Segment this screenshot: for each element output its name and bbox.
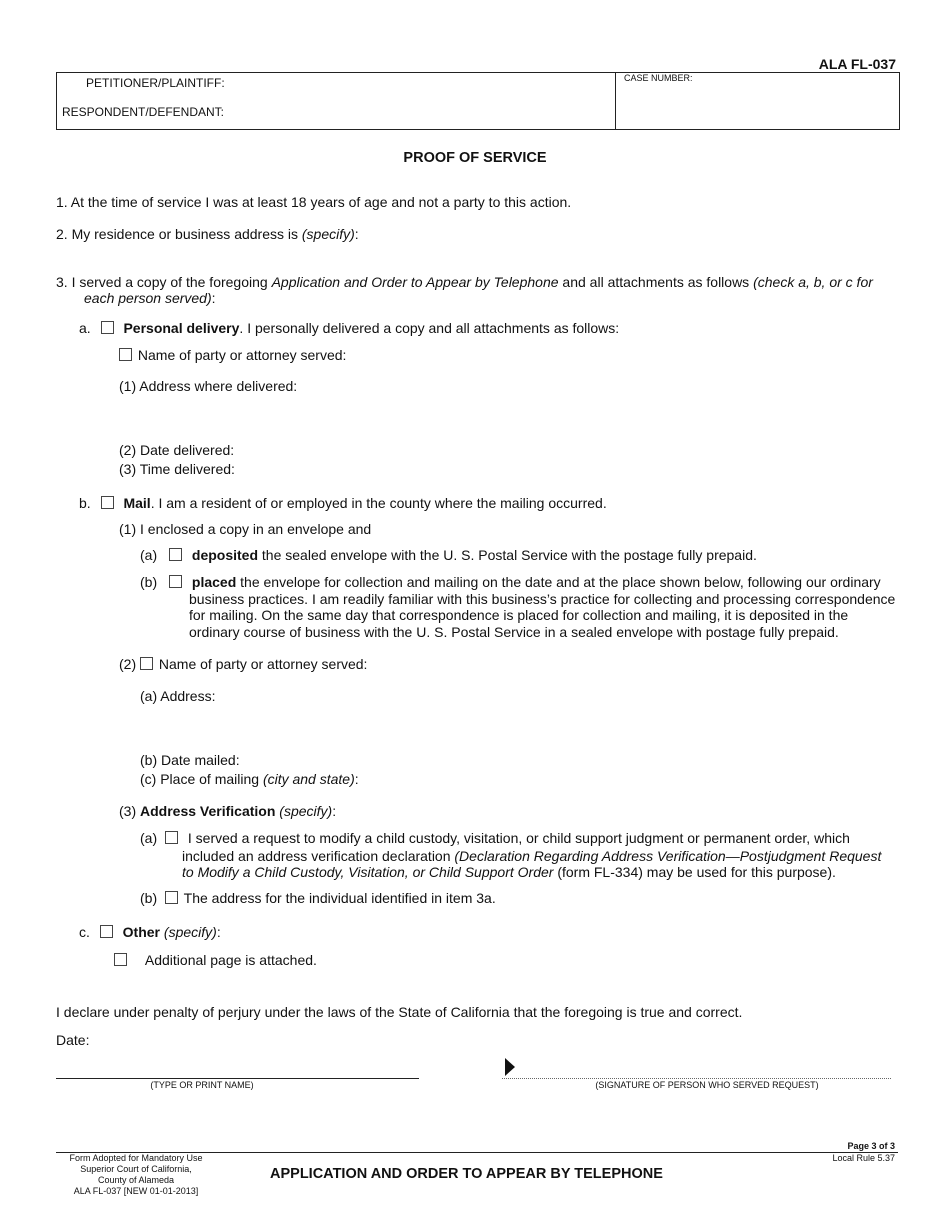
placed-checkbox[interactable] — [169, 575, 182, 588]
respondent-label: RESPONDENT/DEFENDANT: — [62, 105, 225, 119]
b-date-mailed: (b) Date mailed: — [140, 752, 240, 768]
section-a-heading: a. Personal delivery. I personally delivered a copy and all attachments as follows: — [79, 320, 620, 336]
a-time: (3) Time delivered: — [119, 461, 235, 477]
b-placed-line4: ordinary course of business with the U. S. Postal Service in a sealed envelope with postage fully prepaid. — [189, 624, 839, 640]
signature-arrow-icon — [504, 1058, 516, 1076]
adopted-line-1: Form Adopted for Mandatory Use — [69, 1153, 203, 1163]
b-deposited-row: (a) deposited the sealed envelope with the U. S. Postal Service with the postage fully prepaid. — [140, 547, 757, 563]
av-a-line3: to Modify a Child Custody, Visitation, or Child Support Order (form FL-334) may be used for this purpose). — [182, 864, 836, 880]
case-number-label: CASE NUMBER: — [624, 73, 693, 83]
b-placed-line2: business practices. I am readily familiar with this business’s practice for collecting and processing correspondence — [189, 591, 896, 607]
local-rule: Local Rule 5.37 — [832, 1153, 895, 1163]
b-placed-row: (b) placed the envelope for collection and mailing on the date and at the place shown below, following our ordinary — [140, 574, 881, 590]
personal-delivery-checkbox[interactable] — [101, 321, 114, 334]
caption-box — [56, 72, 900, 130]
mail-checkbox[interactable] — [101, 496, 114, 509]
item-3-cont: each person served): — [84, 290, 216, 306]
section-b-heading: b. Mail. I am a resident of or employed in the county where the mailing occurred. — [79, 495, 607, 511]
item-3: 3. I served a copy of the foregoing Application and Order to Appear by Telephone and all attachments as follows (check a, b, or c for — [56, 274, 873, 290]
b-address-verification: (3) Address Verification (specify): — [119, 803, 337, 819]
item-1: 1. At the time of service I was at least 18 years of age and not a party to this action. — [56, 194, 572, 210]
name-line[interactable] — [56, 1078, 419, 1079]
signature-caption: (SIGNATURE OF PERSON WHO SERVED REQUEST) — [595, 1080, 819, 1090]
name-caption: (TYPE OR PRINT NAME) — [150, 1080, 254, 1090]
b-address: (a) Address: — [140, 688, 216, 704]
a-address: (1) Address where delivered: — [119, 378, 298, 394]
additional-page-checkbox[interactable] — [114, 953, 127, 966]
c-attached-row: Additional page is attached. — [114, 952, 317, 968]
a-name-row: Name of party or attorney served: — [119, 347, 346, 363]
av-b-checkbox[interactable] — [165, 891, 178, 904]
av-a-line2: included an address verification declaration (Declaration Regarding Address Verification—Postjudgment Request — [182, 848, 882, 864]
item-2: 2. My residence or business address is (specify): — [56, 226, 359, 242]
a-name-checkbox[interactable] — [119, 348, 132, 361]
b-place: (c) Place of mailing (city and state): — [140, 771, 359, 787]
footer-title: APPLICATION AND ORDER TO APPEAR BY TELEPHONE — [270, 1166, 663, 1182]
form-id: ALA FL-037 — [818, 56, 896, 72]
declaration: I declare under penalty of perjury under the laws of the State of California that the foregoing is true and correct. — [56, 1004, 743, 1020]
adopted-block — [56, 1153, 216, 1197]
adopted-line-4: ALA FL-037 [NEW 01-01-2013] — [73, 1186, 199, 1196]
adopted-line-3: County of Alameda — [97, 1175, 175, 1185]
b-name-row: (2) Name of party or attorney served: — [119, 656, 368, 672]
signature-line[interactable] — [502, 1078, 891, 1079]
av-a-row: (a) I served a request to modify a child custody, visitation, or child support judgment or permanent order, which — [140, 830, 850, 846]
date-label: Date: — [56, 1032, 90, 1048]
b-name-checkbox[interactable] — [140, 657, 153, 670]
a-date: (2) Date delivered: — [119, 442, 235, 458]
b-enclosed: (1) I enclosed a copy in an envelope and — [119, 521, 372, 537]
section-c-heading: c. Other (specify): — [79, 924, 221, 940]
av-a-checkbox[interactable] — [165, 831, 178, 844]
deposited-checkbox[interactable] — [169, 548, 182, 561]
page-title: PROOF OF SERVICE — [403, 150, 547, 166]
page-number: Page 3 of 3 — [847, 1141, 895, 1151]
petitioner-label: PETITIONER/PLAINTIFF: — [86, 76, 225, 90]
caption-divider — [615, 73, 616, 129]
b-placed-line3: for mailing. On the same day that correspondence is placed for collection and mailing, it is deposited in the — [189, 607, 849, 623]
av-b-row: (b) The address for the individual identified in item 3a. — [140, 890, 496, 906]
other-checkbox[interactable] — [100, 925, 113, 938]
adopted-line-2: Superior Court of California, — [80, 1164, 192, 1174]
